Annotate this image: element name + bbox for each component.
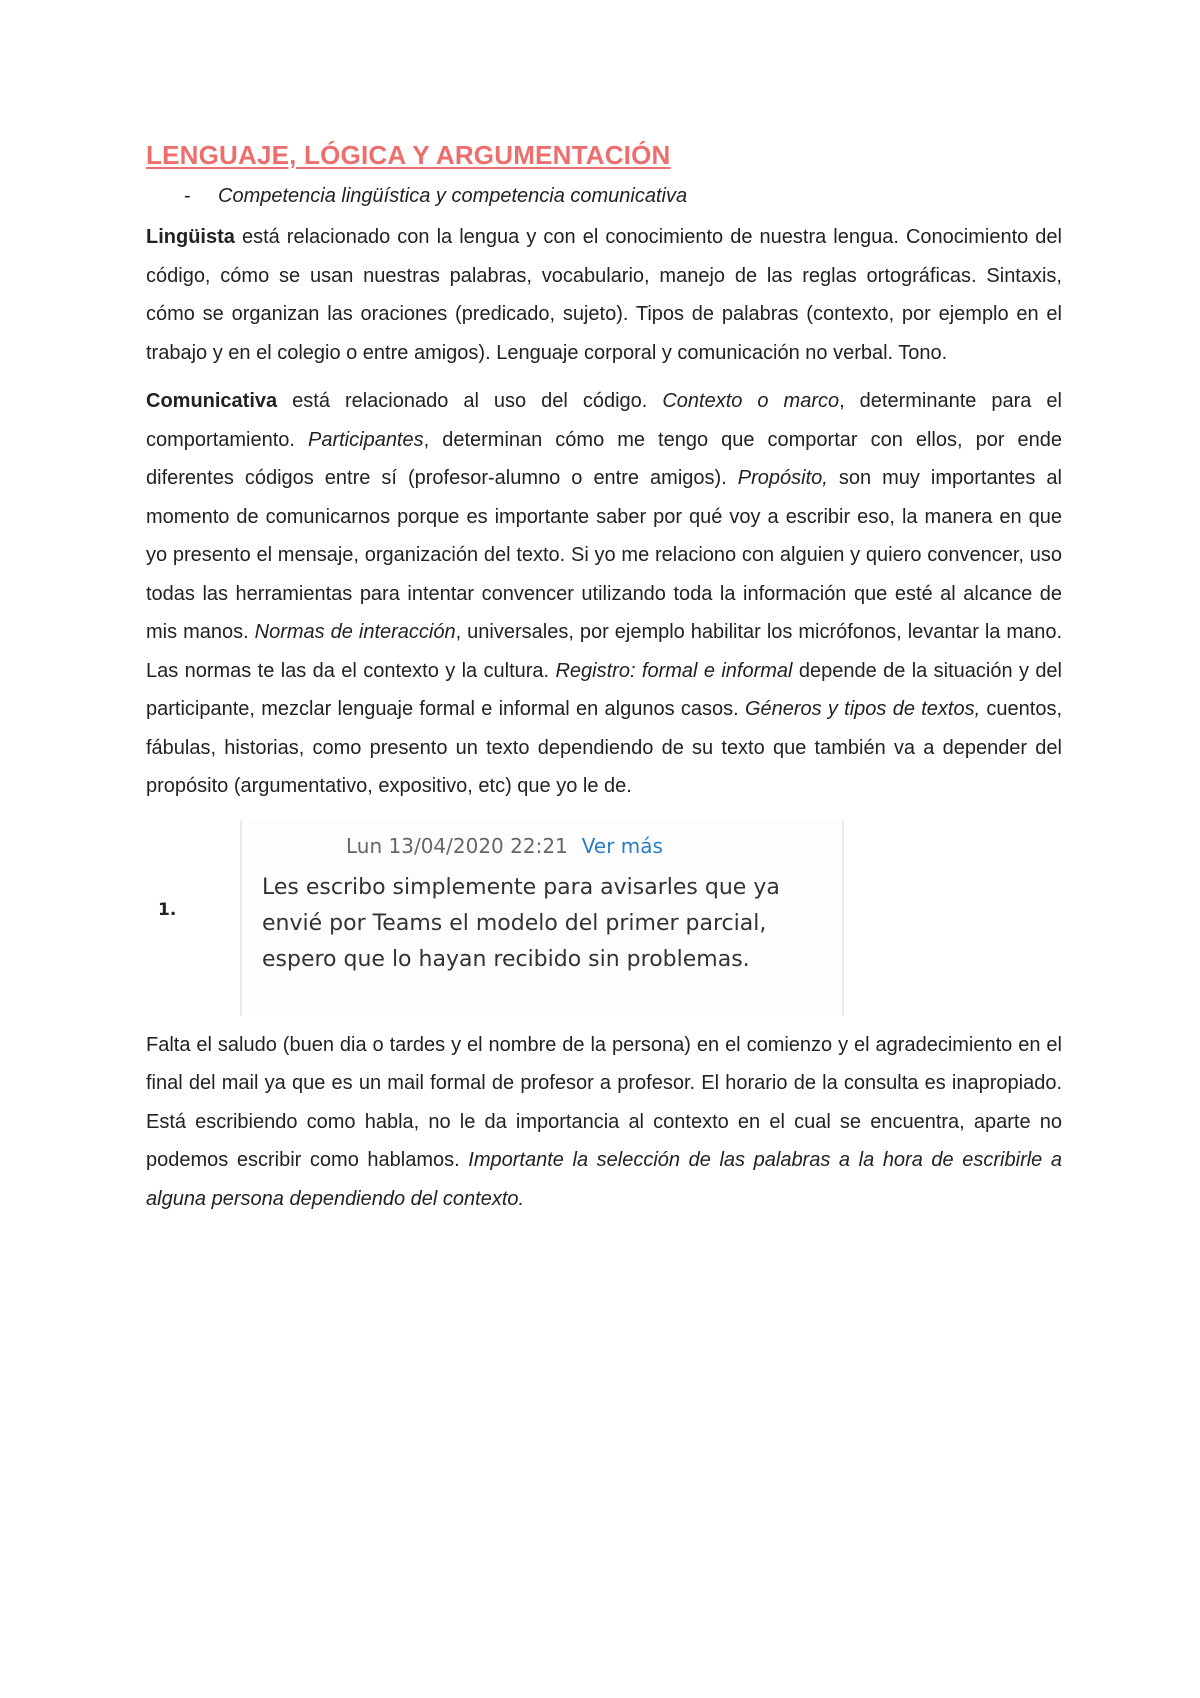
example-email <box>146 820 1062 1018</box>
paragraph-analysis <box>146 1026 1062 1219</box>
paragraph-text: Falta el saludo (buen dia o tardes y el nombre de la persona) en el comienzo y el agradecimiento en el final del mail ya que es un mail formal de profesor a profesor. El horario de la consulta es inapropiado. Está escribiendo como habla, no le da importancia al contexto en el cual se encuentra, aparte no podemos escribir como hablamos. <box>146 1033 1062 1171</box>
email-date: Lun 13/04/2020 22:21 <box>346 833 568 858</box>
text-run: , determinan cómo me tengo que comportar con ellos, por ende diferentes códigos entre sí (profesor-alumno o entre amigos). <box>146 428 1063 489</box>
list-bullet: - <box>184 185 191 207</box>
text-run: cuentos, fábulas, historias, como presento un texto dependiendo de su texto que también va a depender del propósito (argumentativo, expositivo, etc) que yo le de. <box>146 698 1062 797</box>
subtitle-list-item <box>146 185 1062 208</box>
italic-term: Géneros y tipos de textos, <box>744 698 981 720</box>
italic-conclusion: Importante la selección de las palabras a la hora de escribirle a alguna persona dependiendo del contexto. <box>146 1149 1063 1210</box>
text-run: depende de la situación y del participante, mezclar lenguaje formal e informal en algunos casos. <box>146 659 1063 720</box>
italic-term: Contexto o marco <box>662 390 840 412</box>
text-run: , determinante para el comportamiento. <box>146 390 1062 451</box>
term-linguista: Lingüista <box>146 226 235 248</box>
document-title: LENGUAJE, LÓGICA Y ARGUMENTACIÓN <box>146 140 671 170</box>
email-header <box>346 834 663 858</box>
text-run: , universales, por ejemplo habilitar los micrófonos, levantar la mano. Las normas te las da el contexto y la cultura. <box>146 621 1062 682</box>
example-number: 1. <box>158 899 177 920</box>
paragraph-comunicativa <box>146 382 1062 806</box>
ver-mas-link[interactable]: Ver más <box>581 833 663 858</box>
italic-term: Propósito, <box>737 467 828 489</box>
subtitle-text: Competencia lingüística y competencia comunicativa <box>218 185 688 207</box>
email-screenshot <box>240 820 844 1016</box>
document-page <box>146 140 1062 1218</box>
paragraph-text: está relacionado con la lengua y con el conocimiento de nuestra lengua. Conocimiento del código, cómo se usan nuestras palabras, vocabulario, manejo de las reglas ortográficas. Sintaxis, cómo se organizan las oraciones (predicado, sujeto). Tipos de palabras (contexto, por ejemplo en el trabajo y en el colegio o entre amigos). Lenguaje corporal y comunicación no verbal. Tono. <box>146 226 1062 364</box>
email-message: Les escribo simplemente para avisarles que ya envié por Teams el modelo del primer parcial, espero que lo hayan recibido sin problemas. <box>262 874 780 972</box>
text-run: son muy importantes al momento de comunicarnos porque es importante saber por qué voy a escribir eso, la manera en que yo presento el mensaje, organización del texto. Si yo me relaciono con alguien y quiero convencer, uso todas las herramientas para intentar convencer utilizando toda la información que esté al alcance de mis manos. <box>146 467 1062 643</box>
term-comunicativa: Comunicativa <box>146 390 278 412</box>
italic-term: Normas de interacción <box>254 621 456 643</box>
italic-term: Participantes <box>308 428 424 451</box>
text-run: está relacionado al uso del código. <box>277 390 663 412</box>
italic-term: Registro: formal e informal <box>555 659 793 682</box>
paragraph-linguistica <box>146 218 1062 372</box>
